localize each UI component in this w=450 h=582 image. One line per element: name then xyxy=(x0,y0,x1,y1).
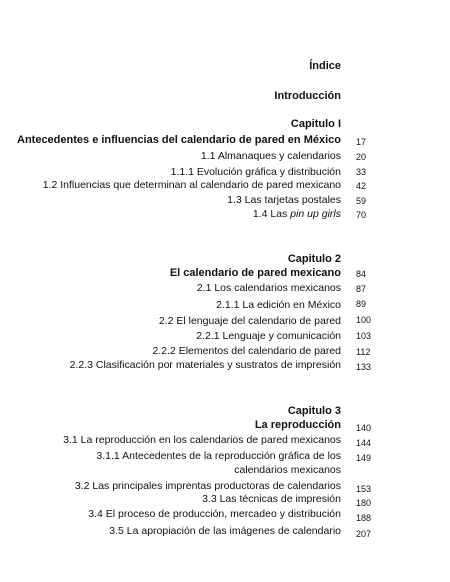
toc-entry: 1.2 Influencias que determinan al calendario de pared mexicano xyxy=(42,179,341,191)
toc-entry: 2.2 El lenguaje del calendario de pared xyxy=(158,315,341,327)
toc-entry: 3.1.1 Antecedentes de la reproducción gráfica de los xyxy=(96,450,341,462)
index-title: Índice xyxy=(309,60,341,72)
toc-entry: 2.1.1 La edición en México xyxy=(216,299,341,311)
toc-page: 87 xyxy=(356,284,367,294)
toc-page: 100 xyxy=(356,315,372,325)
toc-entry: 1.1.1 Evolución gráfica y distribución xyxy=(170,166,341,178)
toc-page: 188 xyxy=(356,513,372,523)
toc-entry: 2.2.2 Elementos del calendario de pared xyxy=(152,345,341,357)
toc-page: 103 xyxy=(356,331,372,341)
toc-page: 180 xyxy=(356,498,372,508)
toc-entry xyxy=(253,208,341,221)
toc-page: 112 xyxy=(356,347,371,357)
toc-page: 20 xyxy=(356,152,367,162)
toc-entry: 2.1 Los calendarios mexicanos xyxy=(196,282,341,294)
toc-page: 149 xyxy=(356,453,372,463)
toc-entry: 1.3 Las tarjetas postales xyxy=(227,194,341,206)
toc-entry: 2.2.3 Clasificación por materiales y sustratos de impresión xyxy=(69,359,341,371)
toc-page: 70 xyxy=(356,210,367,220)
toc-entry: 3.3 Las técnicas de impresión xyxy=(202,493,341,505)
toc-page: 89 xyxy=(356,299,367,309)
toc-entry-emphasis: pin up girls xyxy=(290,208,341,220)
toc-entry: 3.5 La apropiación de las imágenes de calendario xyxy=(109,525,341,537)
toc-page: 207 xyxy=(356,529,372,539)
toc-page: 42 xyxy=(356,181,367,191)
chapter-3-heading: Capitulo 3 xyxy=(287,405,341,417)
toc-page: 33 xyxy=(356,167,367,177)
toc-entry-prefix: 1.4 Las xyxy=(252,208,291,220)
chapter-3-title: La reproducción xyxy=(254,419,341,431)
chapter-2-page: 84 xyxy=(356,269,367,279)
toc-entry: 2.2.1 Lenguaje y comunicación xyxy=(196,330,341,342)
toc-page: 59 xyxy=(356,196,367,206)
toc-entry: 3.4 El proceso de producción, mercadeo y distribución xyxy=(88,508,341,520)
chapter-2-heading: Capitulo 2 xyxy=(287,253,341,265)
chapter-1-page: 17 xyxy=(356,137,367,147)
chapter-3-page: 140 xyxy=(356,423,372,433)
toc-entry-continued: calendarios mexicanos xyxy=(234,464,341,476)
toc-page: 144 xyxy=(356,438,372,448)
chapter-2-title: El calendario de pared mexicano xyxy=(169,267,341,279)
toc-entry: 3.2 Las principales imprentas productoras de calendarios xyxy=(74,480,341,492)
toc-entry: 1.1 Almanaques y calendarios xyxy=(200,150,341,162)
chapter-1-title: Antecedentes e influencias del calendario de pared en México xyxy=(17,134,341,146)
chapter-1-heading: Capitulo I xyxy=(290,118,341,130)
toc-page: 133 xyxy=(356,362,372,372)
intro-heading: Introducción xyxy=(274,90,341,102)
toc-entry: 3.1 La reproducción en los calendarios de pared mexicanos xyxy=(63,434,341,446)
toc-page: 153 xyxy=(356,484,372,494)
